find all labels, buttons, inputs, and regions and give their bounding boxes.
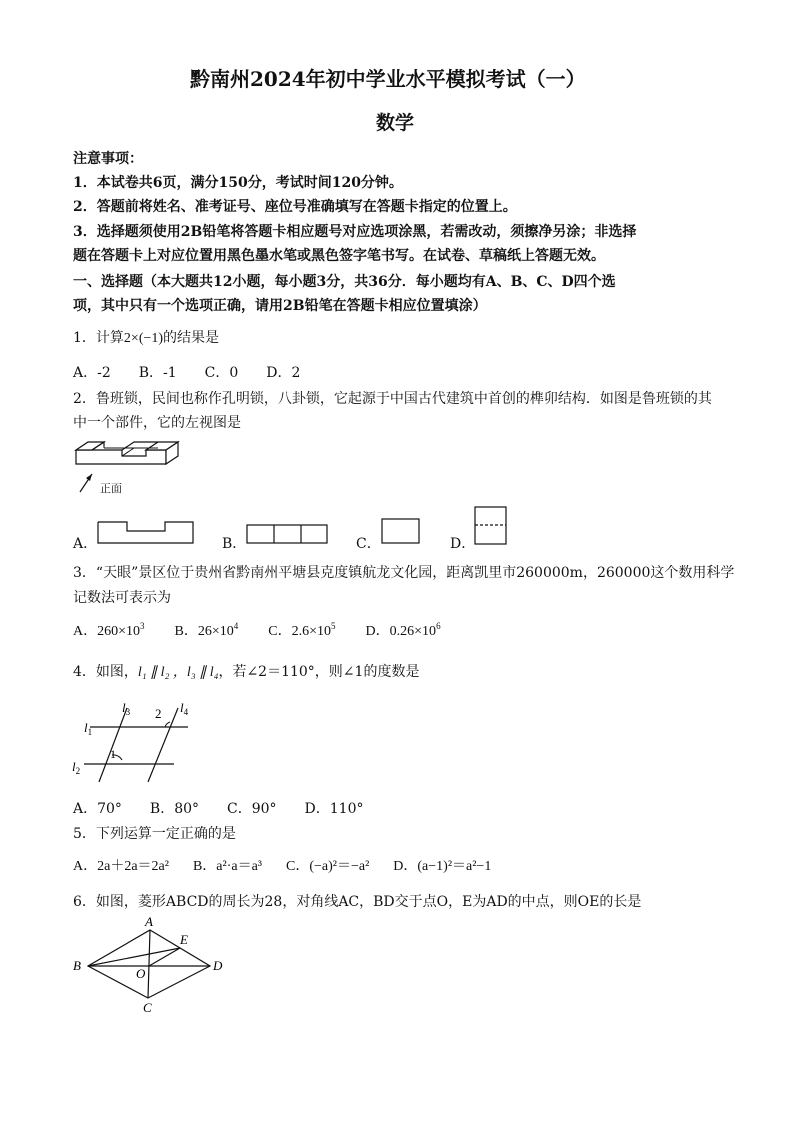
q3-options: A．$260\times 10^3$ B．$26\times 10^4$ C．$2.6\times 10^5$ D．$0.26\times 10^6$ — [73, 621, 441, 639]
q6-label-O: O — [136, 966, 146, 981]
q4-label-l4: $l_4$ — [180, 700, 189, 717]
q1-options: A．-2 B．-1 C．0 D．2 — [73, 365, 301, 381]
q2-lock-figure — [72, 438, 182, 498]
subject-title: 数学 — [376, 112, 415, 134]
q6-label-A: A — [145, 914, 153, 929]
notice-item-1: 1．本试卷共6页，满分150分，考试时间120分钟。 — [73, 175, 403, 191]
section-heading: 一、选择题（本大题共12小题，每小题3分，共36分．每小题均有A、B、C、D四个选 — [73, 274, 616, 290]
notice-item-3-cont: 题在答题卡上对应位置用黑色墨水笔或黑色签字笔书写。在试卷、草稿纸上答题无效。 — [73, 248, 605, 264]
exam-title: 黔南州2024年初中学业水平模拟考试（一） — [190, 67, 586, 91]
q2-option-d-shape — [474, 506, 508, 546]
q2-stem-cont: 中一个部件，它的左视图是 — [73, 415, 241, 431]
q5-stem: 5．下列运算一定正确的是 — [73, 826, 236, 842]
q4-angle-1: 1 — [110, 747, 116, 761]
q4-options: A．70° B．80° C．90° D．110° — [73, 801, 364, 817]
q4-label-l2: $l_2$ — [72, 759, 81, 776]
q6-rhombus-figure — [70, 916, 230, 1016]
q4-stem: 4．如图，l₁ ∥ l₂ ，l₃ ∥ l₄，若∠2＝110°，则∠1的度数是 — [73, 664, 420, 680]
q6-label-D: D — [213, 958, 223, 973]
q6-label-C: C — [143, 1000, 152, 1015]
q2-option-b: B． — [222, 536, 247, 552]
notice-heading: 注意事项： — [73, 151, 143, 167]
q2-option-d: D． — [450, 536, 476, 552]
q2-option-c-shape — [381, 518, 421, 544]
q4-label-l3: $l_3$ — [122, 700, 131, 717]
q2-option-a-shape — [97, 521, 195, 545]
q3-stem: 3．“天眼”景区位于贵州省黔南州平塘县克度镇航龙文化园，距离凯里市260000m，260000这个数用科学 — [73, 565, 735, 581]
section-heading-cont: 项，其中只有一个选项正确，请用2B铅笔在答题卡相应位置填涂） — [73, 298, 487, 314]
q2-option-b-shape — [246, 524, 328, 544]
q4-label-l1: $l_1$ — [84, 720, 93, 737]
notice-item-3: 3．选择题须使用2B铅笔将答题卡相应题号对应选项涂黑，若需改动，须擦净另涂；非选择 — [73, 224, 637, 240]
q4-angle-2: 2 — [155, 706, 162, 721]
q4-parallel-lines-figure — [70, 700, 200, 782]
q2-front-label: 正面 — [100, 482, 122, 495]
q5-options: A．2a＋2a＝2a² B．a²·a＝a³ C．(−a)²＝−a² D．(a−1)²＝a²−1 — [73, 859, 492, 874]
q6-label-E: E — [180, 932, 188, 947]
q1-stem: 1．计算2×(−1)的结果是 — [73, 330, 220, 346]
q2-option-c: C． — [356, 536, 381, 552]
q6-label-B: B — [73, 958, 81, 973]
q3-stem-cont: 记数法可表示为 — [73, 590, 171, 606]
notice-item-2: 2．答题前将姓名、准考证号、座位号准确填写在答题卡指定的位置上。 — [73, 199, 517, 215]
q2-option-a: A． — [73, 536, 98, 552]
q2-stem: 2．鲁班锁，民间也称作孔明锁，八卦锁，它起源于中国古代建筑中首创的榫卯结构．如图是鲁班锁的其 — [73, 391, 712, 407]
q6-stem: 6．如图，菱形ABCD的周长为28，对角线AC，BD交于点O，E为AD的中点，则OE的长是 — [73, 894, 642, 910]
